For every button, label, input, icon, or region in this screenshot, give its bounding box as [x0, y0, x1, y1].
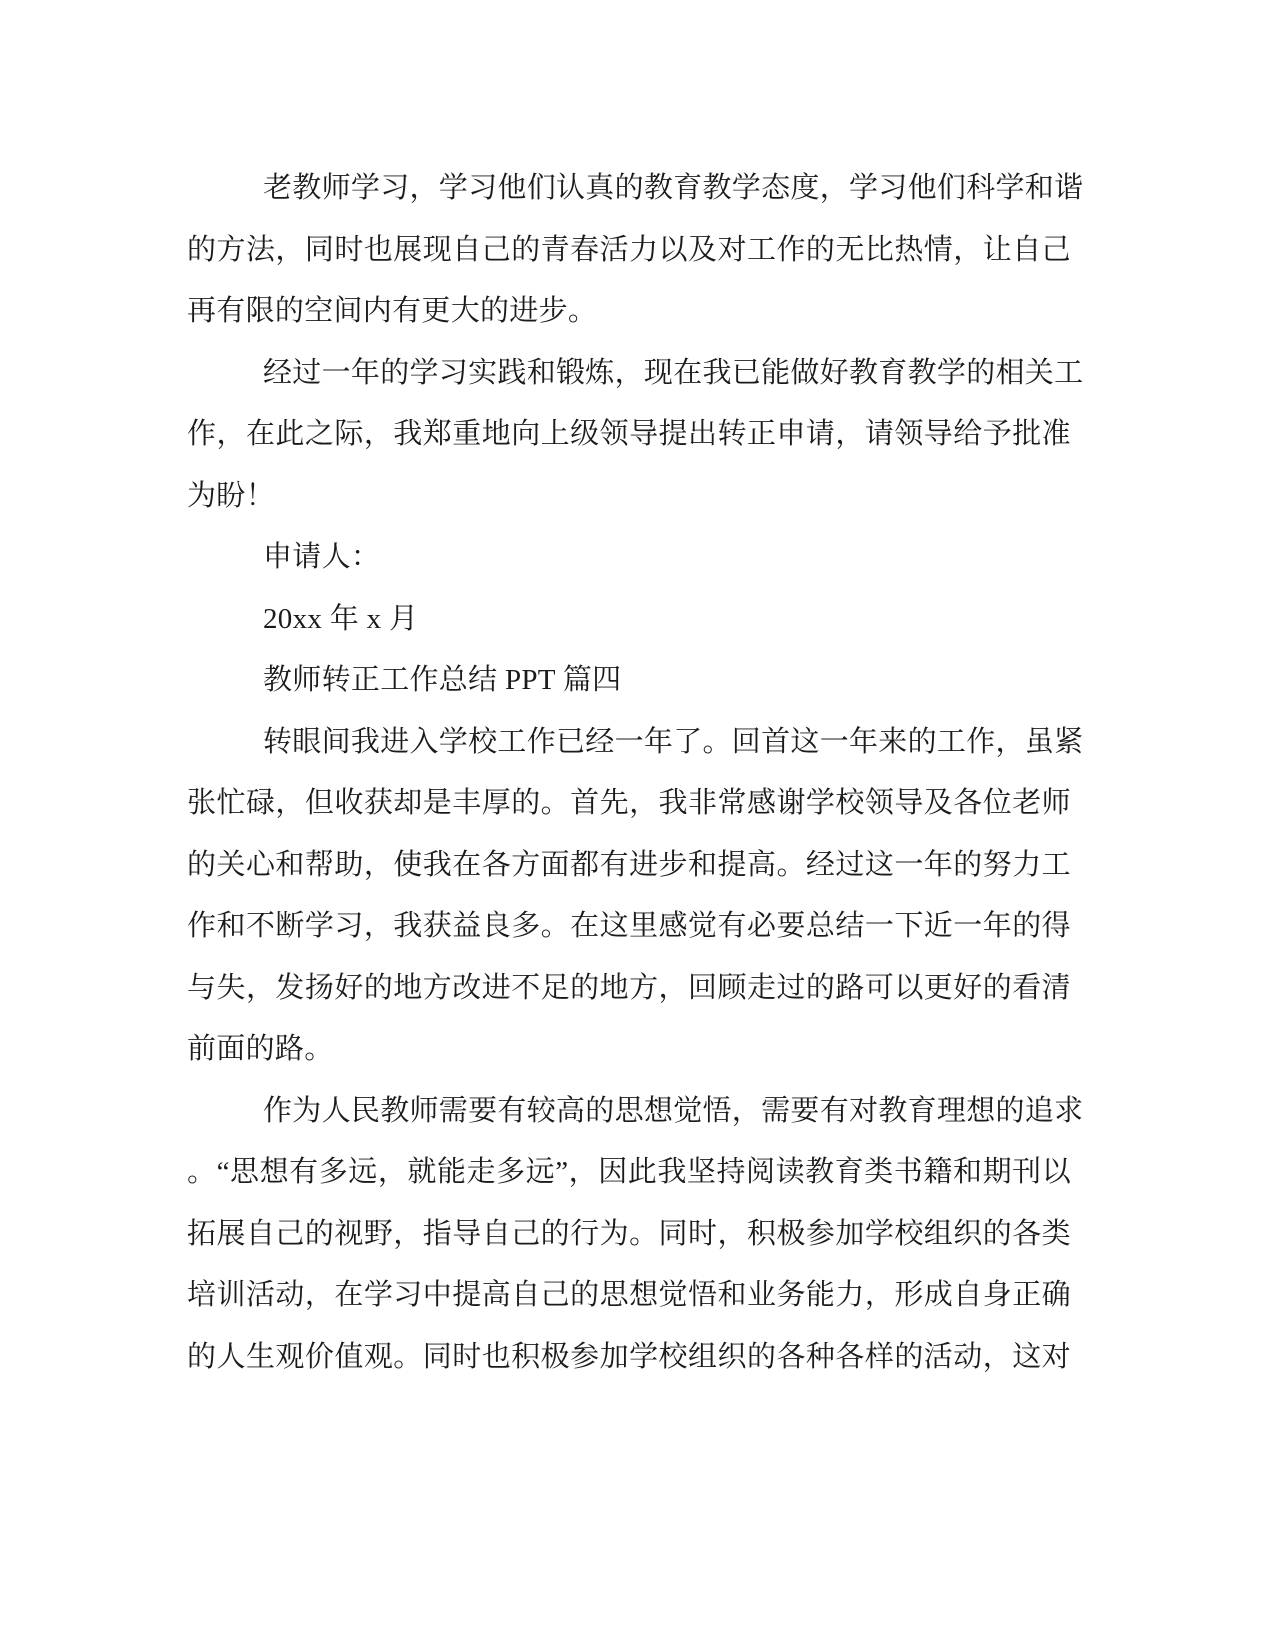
section-title-line: 教师转正工作总结 PPT 篇四 [263, 664, 622, 696]
text-line: 作，在此之际，我郑重地向上级领导提出转正申请，请领导给予批准 [187, 418, 1071, 450]
text-line: 的方法，同时也展现自己的青春活力以及对工作的无比热情，让自己 [187, 233, 1071, 266]
text-line: 为盼！ [187, 479, 275, 512]
text-line: 老教师学习，学习他们认真的教育教学态度，学习他们科学和谐 [263, 172, 1084, 204]
text-line: 培训活动，在学习中提高自己的思想觉悟和业务能力，形成自身正确 [187, 1279, 1071, 1311]
text-line: 前面的路。 [187, 1033, 334, 1065]
text-line: 拓展自己的视野，指导自己的行为。同时，积极参加学校组织的各类 [187, 1217, 1071, 1250]
text-line: 再有限的空间内有更大的进步。 [187, 295, 598, 327]
text-line: 。“思想有多远，就能走多远”，因此我坚持阅读教育类书籍和期刊以 [187, 1156, 1071, 1188]
document-text-block [187, 158, 1084, 1388]
text-line: 经过一年的学习实践和锻炼，现在我已能做好教育教学的相关工 [263, 356, 1084, 389]
text-line: 与失，发扬好的地方改进不足的地方，回顾走过的路可以更好的看清 [187, 971, 1071, 1004]
date-line: 20xx 年 x 月 [263, 602, 419, 635]
text-line: 的人生观价值观。同时也积极参加学校组织的各种各样的活动，这对 [187, 1340, 1071, 1373]
text-line: 张忙碌，但收获却是丰厚的。首先，我非常感谢学校领导及各位老师 [187, 787, 1071, 819]
text-line: 作为人民教师需要有较高的思想觉悟，需要有对教育理想的追求 [263, 1094, 1084, 1127]
applicant-signature-line: 申请人： [263, 541, 381, 573]
text-line: 作和不断学习，我获益良多。在这里感觉有必要总结一下近一年的得 [187, 910, 1071, 942]
text-line: 转眼间我进入学校工作已经一年了。回首这一年来的工作，虽紧 [263, 725, 1084, 758]
text-line: 的关心和帮助，使我在各方面都有进步和提高。经过这一年的努力工 [187, 848, 1071, 881]
